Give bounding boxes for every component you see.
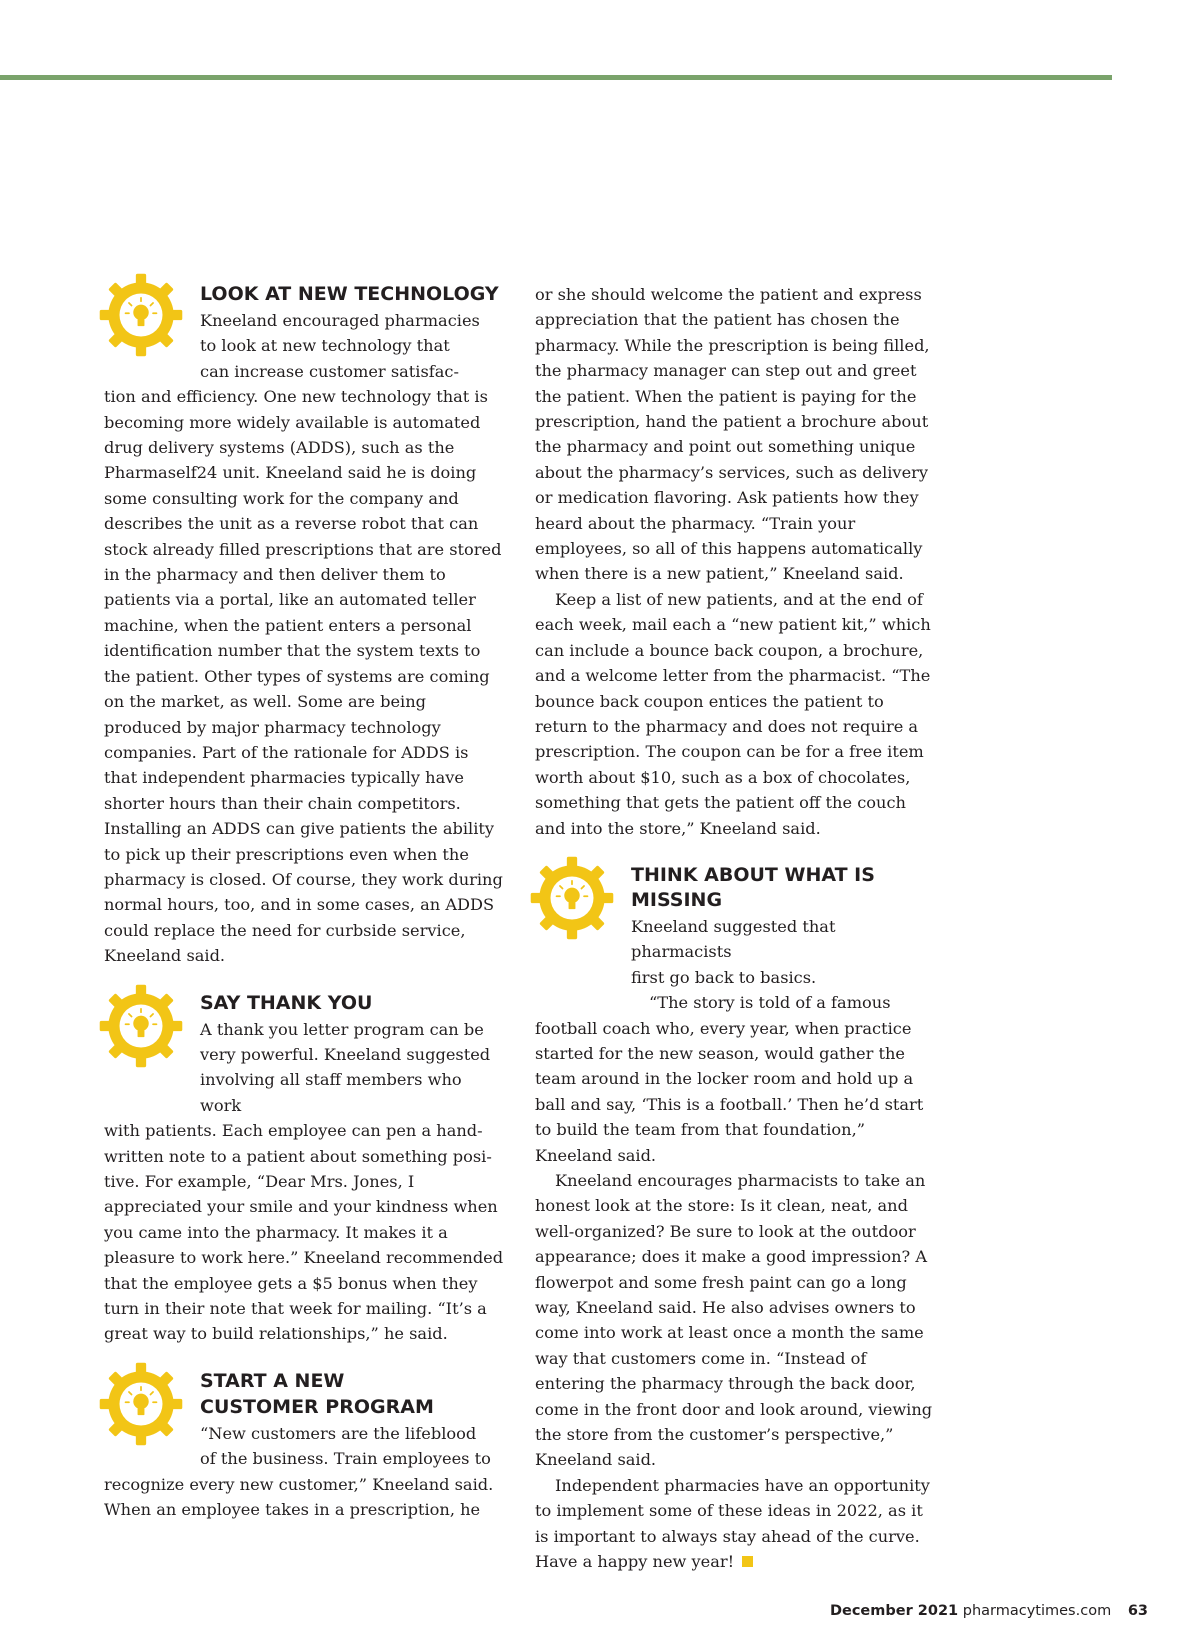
left-column [104,282,506,1522]
lightbulb-gear-icon [98,1361,184,1447]
intro-line: Kneeland encouraged pharmacies [200,311,480,330]
paragraph: football coach who, every year, when practice started for the new season, would gather the team around in the locker room and hold up a ball and say, ‘This is a football.’ Then he’d start to build the team from that foundation,” Kneeland said. [535,1018,924,1165]
lightbulb-gear-icon [98,272,184,358]
paragraph [535,1473,937,1575]
top-rule [0,75,1112,80]
section-what-is-missing [535,863,937,1575]
closing-text: Independent pharmacies have an opportunity to implement some of these ideas in 2022, as it is important to always stay ahead of the curve. Have a happy new year! [535,1475,930,1572]
intro-line: of the business. Train employees to [200,1449,491,1469]
section-heading: START A NEW [200,1369,345,1392]
section-new-technology [104,282,506,969]
intro-line: very powerful. Kneeland suggested [200,1044,491,1064]
intro-line: A thank you letter program can be [200,1019,484,1039]
issue-date: December 2021 [829,1603,959,1619]
intro-line: can increase customer satisfac- [200,361,459,381]
intro-line: “New customers are the lifeblood [200,1423,477,1443]
intro-line: Kneeland suggested that pharmacists [631,916,836,962]
section-heading: SAY THANK YOU [200,991,373,1014]
paragraph: or she should welcome the patient and express appreciation that the patient has chosen the pharmacy. While the prescription is being filled, the pharmacy manager can step out and greet the patient. When the patient is paying for the prescription, hand the patient a brochure about the pharmacy and point out something unique about the pharmacy’s services, such as delivery or medication flavoring. Ask patients how they heard about the pharmacy. “Train your employees, so all of this happens automatically when there is a new patient,” Kneeland said. [535,285,930,584]
page-footer [830,1603,1148,1619]
paragraph: recognize every new customer,” Kneeland said. When an employee takes in a prescription, he [104,1474,494,1520]
section-body [535,914,937,1575]
section-body [535,282,937,841]
section-heading: CUSTOMER PROGRAM [200,1395,434,1418]
lightbulb-gear-icon [529,855,615,941]
paragraph: Keep a list of new patients, and at the end of each week, mail each a “new patient kit,” which can include a bounce back coupon, a brochure, and a welcome letter from the pharmacist. “The bounce back coupon entices the patient to return to the pharmacy and does not require a prescription. The coupon can be for a free item worth about $10, such as a box of chocolates, something that gets the patient off the couch and into the store,” Kneeland said. [535,589,931,838]
intro-line: first go back to basics. [631,967,817,987]
site-url: pharmacytimes.com [962,1603,1112,1619]
section-new-customer-program [104,1369,506,1523]
page-number: 63 [1127,1603,1148,1619]
section-heading: THINK ABOUT WHAT IS MISSING [631,863,875,911]
section-body [104,308,506,969]
intro-line: to look at new technology that [200,336,450,356]
lightbulb-gear-icon [98,983,184,1069]
intro-line: “The story is told of a famous [649,993,891,1013]
section-heading: LOOK AT NEW TECHNOLOGY [200,283,499,305]
end-mark-icon [742,1556,753,1567]
section-say-thank-you [104,991,506,1347]
paragraph: with patients. Each employee can pen a handwritten note to a patient about something positive. For example, “Dear Mrs. Jones, I appreciated your smile and your kindness when you came into the pharmacy. It makes it a pleasure to work here.” Kneeland recommended that the employee gets a $5 bonus when they turn in their note that week for mailing. “It’s a great way to build relationships,” he said. [104,1121,504,1344]
right-column [535,282,937,1575]
intro-line: involving all staff members who work [200,1070,462,1115]
paragraph: Kneeland encourages pharmacists to take an honest look at the store: Is it clean, neat, and well-organized? Be sure to look at the outdoor appearance; does it make a good impression? A flowerpot and some fresh paint can go a long way, Kneeland said. He also advises owners to come into work at least once a month the same way that customers come in. “Instead of entering the pharmacy through the back door, come in the front door and look around, viewing the store from the customer’s perspective,” Kneeland said. [535,1171,933,1470]
paragraph: tion and efficiency. One new technology that is becoming more widely available is automated drug delivery systems (ADDS), such as the Pharmaself24 unit. Kneeland said he is doing some consulting work for the company and describes the unit as a reverse robot that can stock already filled prescriptions that are stored in the pharmacy and then deliver them to patients via a portal, like an automated teller machine, when the patient enters a personal identification number that the system texts to the patient. Other types of systems are coming on the market, as well. Some are being produced by major pharmacy technology companies. Part of the rationale for ADDS is that independent pharmacies typically have shorter hours than their chain competitors. Installing an ADDS can give patients the ability to pick up their prescriptions even when the pharmacy is closed. Of course, they work during normal hours, too, and in some cases, an ADDS could replace the need for curbside service, Kneeland said. [104,387,503,966]
